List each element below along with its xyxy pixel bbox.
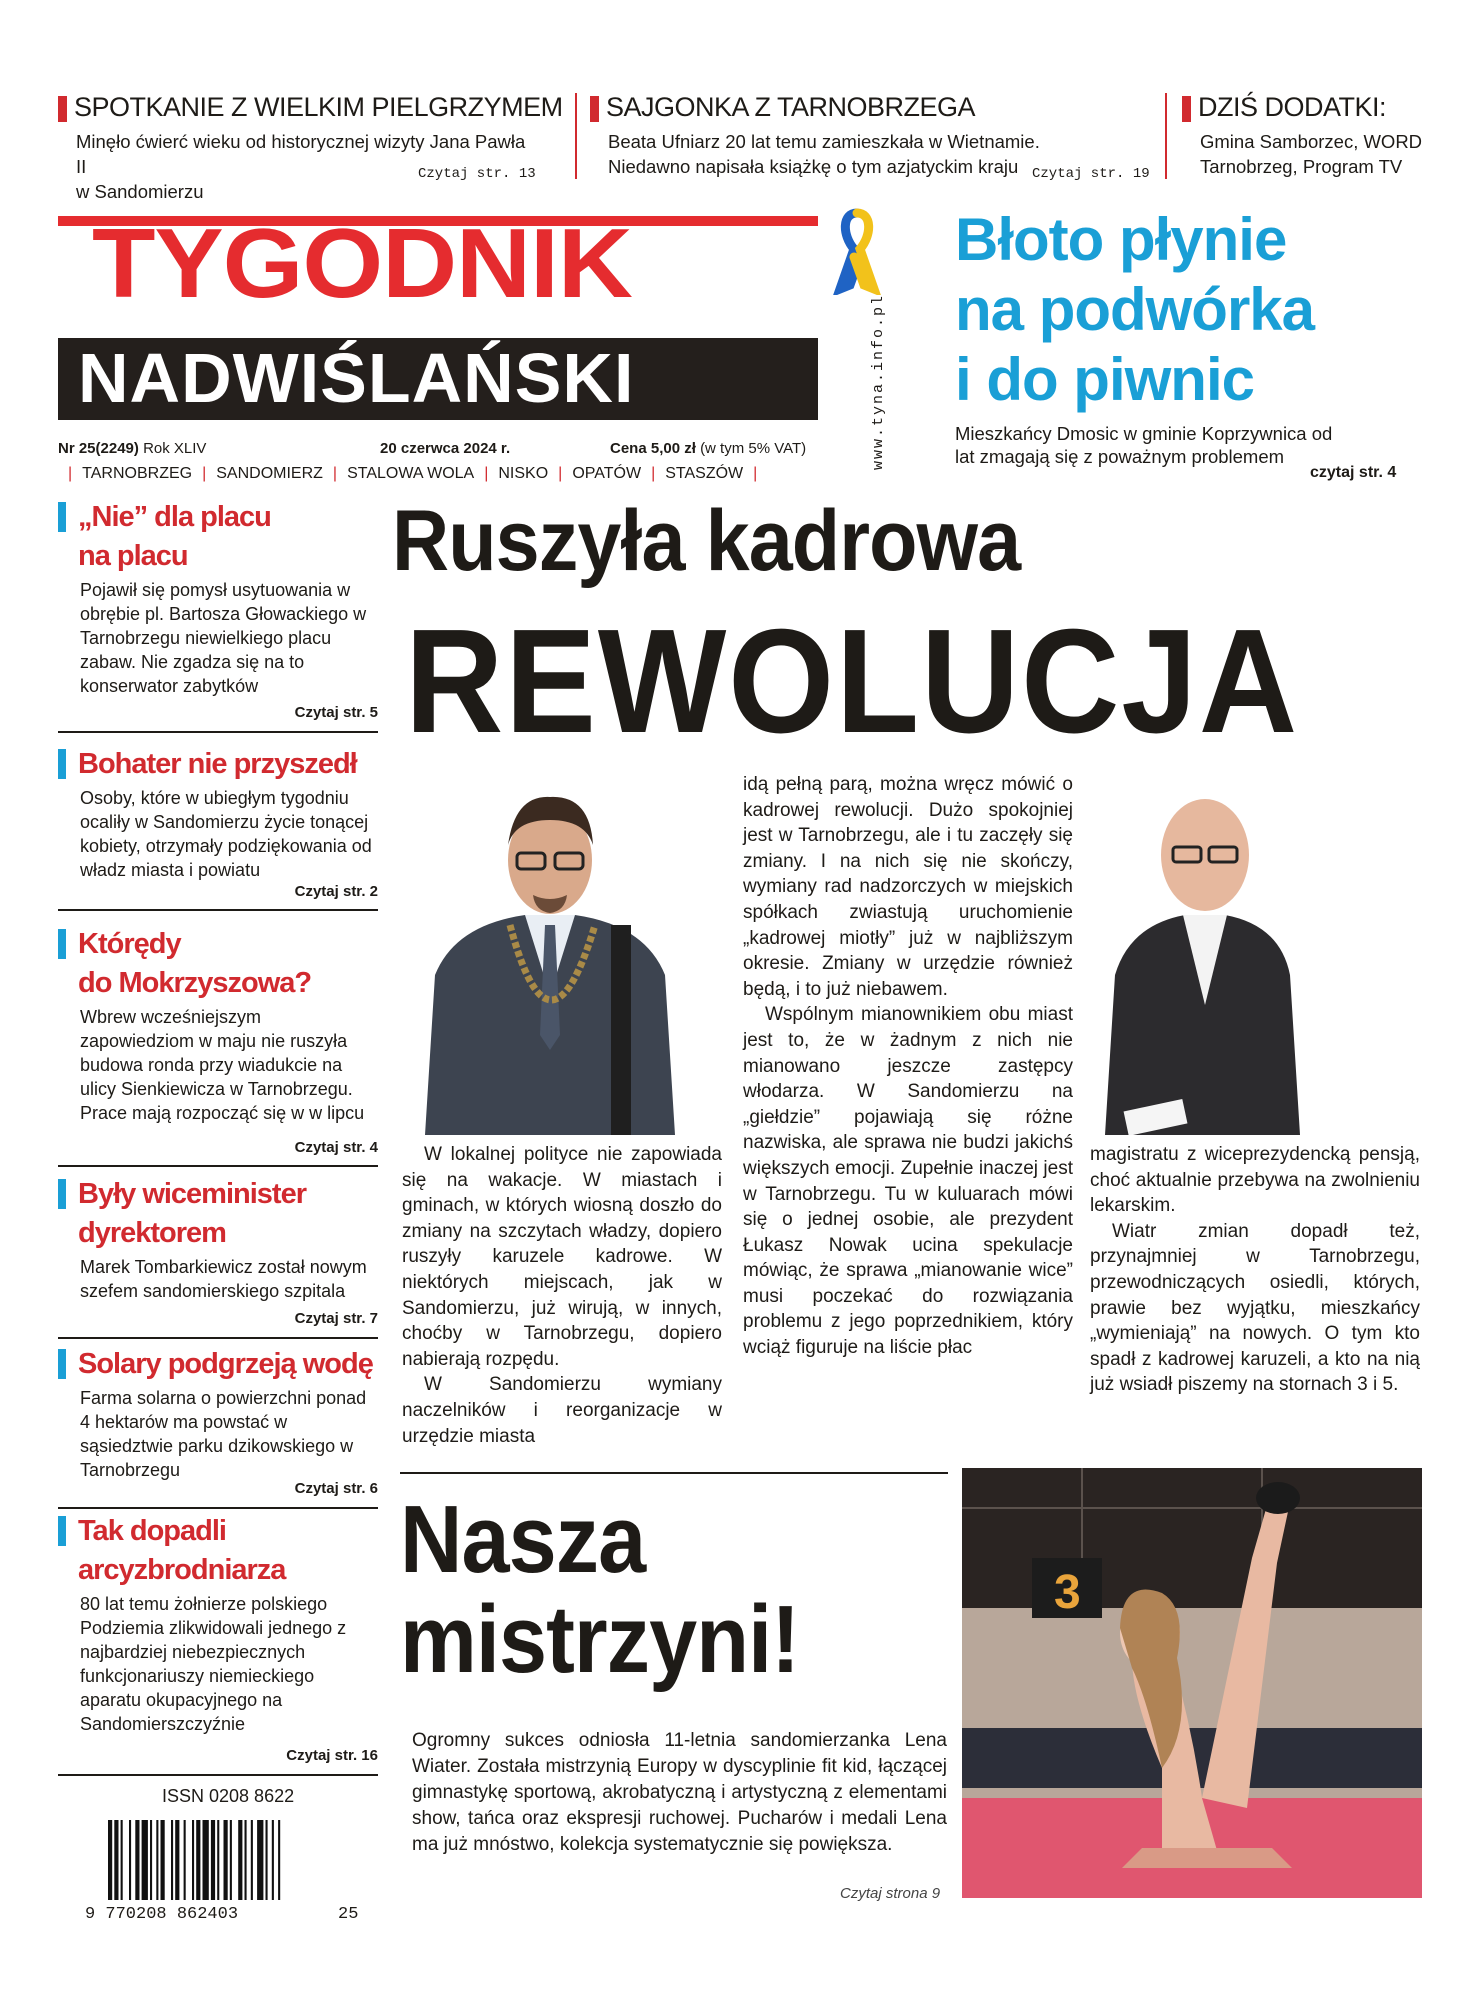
barcode-bar (278, 1820, 280, 1900)
blue-subtitle: Mieszkańcy Dmosic w gminie Koprzywnica od lat zmagają się z poważnym problemem (955, 423, 1333, 467)
divider (575, 93, 577, 179)
sidebar-item[interactable]: „Nie” dla placu na placu Pojawił się pomysł usytuowania w obrębie pl. Bartosza Głowackiego w Tarnobrzegu niewielkiego placu zabaw. Nie zgadza się na to konserwator zabytków Czytaj str. 5 (58, 498, 378, 736)
second-headline[interactable]: Nasza mistrzyni! (400, 1486, 800, 1693)
barcode-bar (238, 1820, 242, 1900)
blue-ref: czytaj str. 4 (1310, 464, 1397, 481)
sidebar-ref: Czytaj str. 16 (286, 1747, 378, 1764)
issn: ISSN 0208 8622 (162, 1786, 295, 1806)
red-marker (1182, 96, 1191, 122)
photo-gymnast (962, 1468, 1422, 1898)
sidebar-ref: Czytaj str. 2 (294, 883, 378, 900)
city-item[interactable]: STALOWA WOLA (347, 465, 475, 482)
sidebar-item[interactable]: Bohater nie przyszedł Osoby, które w ubiegłym tygodniu ocaliły w Sandomierzu życie tonącej kobiety, otrzymały podziękowania od władz miasta i powiatu Czytaj str. 2 (58, 745, 378, 910)
website-url: www.tyna.info.pl (870, 293, 887, 470)
teaser-ref: Czytaj str. 19 (1032, 166, 1150, 182)
sidebar-text: Wbrew wcześniejszym zapowiedziom w maju nie ruszyła budowa ronda przy wiadukcie na ulicy Sienkiewicza w Tarnobrzegu. Prace mają rozpocząć się w w lipcu (80, 1007, 365, 1123)
barcode-bar (211, 1820, 215, 1900)
barcode-bar (135, 1820, 139, 1900)
blue-marker (58, 1349, 66, 1379)
sidebar-ref: Czytaj str. 4 (294, 1139, 378, 1156)
barcode-bar (150, 1820, 152, 1900)
barcode-addon-digits: 25 (338, 1905, 359, 1924)
barcode-digits: 9 770208 862403 (85, 1905, 239, 1924)
sidebar-text: Farma solarna o powierzchni ponad 4 hektarów ma powstać w sąsiedztwie parku dzikowskiego w Tarnobrzegu (80, 1388, 367, 1480)
sidebar-ref: Czytaj str. 7 (294, 1310, 378, 1327)
divider (58, 1774, 378, 1776)
blue-headline[interactable]: Błoto płynie na podwórka i do piwnic (955, 206, 1315, 413)
sidebar-text: Marek Tombarkiewicz został nowym szefem sandomierskiego szpitala (80, 1257, 367, 1301)
divider (58, 1165, 378, 1167)
photo-president (1085, 775, 1315, 1135)
teaser-title: DZIŚ DODATKI: (1198, 92, 1387, 122)
blue-marker (58, 749, 66, 779)
city-item[interactable]: NISKO (498, 465, 549, 482)
article-col-2: idą pełną parą, można wręcz mówić o kadrowej rewolucji. Dużo spokojniej jest w Tarnobrzegu, ale i tu zaczęły się zmiany. I na nich się nie skończy, wymiany rad nadzorczych w miejskich spółkach zwiastują uruchomienie „kadrowej miotły” już w najbliższym okresie. Zmiany w urzędzie również będą, i to już niebawem. Wspólnym mianownikiem obu miast jest to, że w żadnym z nich nie mianowano jeszcze zastępcy włodarza. W Sandomierzu na „giełdzie” pojawiają się różne nazwiska, ale sprawa nie budzi jakichś większych emocji. Zupełnie inaczej jest w Tarnobrzegu. Tu w kuluarach mówi się o jednej osobie, ale prezydent Łukasz Nowak ucina spekulacje mówiąc, że sprawa „mianowanie wice” musi poczekać do rozwiązania problemu z jego poprzednikiem, który wciąż figuruje na liście płac (743, 774, 1073, 1359)
ukraine-ribbon-icon (830, 205, 885, 295)
scoreboard-number: 3 (1054, 1566, 1081, 1619)
teaser-text: w Sandomierzu (76, 181, 204, 202)
teaser-text: Beata Ufniarz 20 lat temu zamieszkała w Wietnamie. (608, 131, 1040, 152)
divider (58, 1337, 378, 1339)
city-item[interactable]: OPATÓW (572, 465, 642, 482)
barcode-bar (257, 1820, 263, 1900)
barcode-bar (192, 1820, 194, 1900)
teaser-text: Minęło ćwierć wieku od historycznej wizyty Jana Pawła II (76, 131, 526, 177)
barcode-bar (161, 1820, 165, 1900)
blue-marker (58, 502, 66, 532)
blue-marker (58, 929, 66, 959)
divider (58, 1507, 378, 1509)
teaser-ref: Czytaj str. 13 (418, 166, 536, 182)
barcode-bar (245, 1820, 247, 1900)
sidebar-item[interactable]: Którędy do Mokrzyszowa? Wbrew wcześniejszym zapowiedziom w maju nie ruszyła budowa ronda przy wiadukcie na ulicy Sienkiewicza w Tarnobrzegu. Prace mają rozpocząć się w w lipcu Czytaj str. 4 (58, 925, 378, 1165)
main-headline[interactable]: Ruszyła kadrowa (392, 493, 1021, 589)
teaser-supplements[interactable] (1182, 92, 1442, 187)
blue-marker (58, 1516, 66, 1546)
barcode-bar (217, 1820, 219, 1900)
sidebar-ref: Czytaj str. 5 (294, 704, 378, 721)
article-col-3: magistratu z wiceprezydencką pensją, choć aktualnie przebywa na zwolnieniu lekarskim. Wiatr zmian dopadł też, przynajmniej w Tarnobrzegu, przewodniczących osiedli, których, prawie bez wyjątku, mieszkańcy „wymieniają” na nowych. O tym kto spadł z kadrowej karuzeli, a kto na nią już wsiadł piszemy na stornach 3 i 5. (1090, 1144, 1420, 1396)
barcode-bar (142, 1820, 148, 1900)
photo-mayor (415, 775, 685, 1135)
article-col-1: W lokalnej polityce nie zapowiada się na wakacje. W miastach i gminach, w których wiosną doszło do zmiany na szczytach władzy, dopiero ruszyły karuzele kadrowe. W niektórych miejscach, jak w Sandomierzu, już wirują, w innych, choćby w Tarnobrzegu, dopiero nabierają rozpędu. W Sandomierzu wymiany naczelników i reorganizacje w urzędzie miasta (402, 1144, 722, 1447)
barcode-bar (114, 1820, 118, 1900)
red-marker (58, 96, 67, 122)
barcode-bar (171, 1820, 173, 1900)
sidebar-text: 80 lat temu żołnierze polskiego Podziemia zlikwidowali jednego z najbardziej niebezpiecznych funkcjonariuszy niemieckiego aparatu okupacyjnego na Sandomierszczyźnie (80, 1594, 347, 1734)
city-item[interactable]: TARNOBRZEG (82, 465, 193, 482)
barcode-bar (196, 1820, 200, 1900)
city-item[interactable]: SANDOMIERZ (216, 465, 323, 482)
city-list: | TARNOBRZEG | SANDOMIERZ | STALOWA WOLA | NISKO | OPATÓW | STASZÓW | (68, 465, 758, 482)
barcode-bar (129, 1820, 131, 1900)
masthead-subtitle: NADWIŚLAŃSKI (78, 339, 635, 417)
divider (400, 1472, 948, 1474)
issue-number: Nr 25(2249) Rok XLIV (58, 440, 207, 457)
teaser-title: SPOTKANIE Z WIELKIM PIELGRZYMEM (74, 92, 563, 122)
issue-date: 20 czerwca 2024 r. (380, 440, 511, 457)
teaser-sajgonka[interactable] (590, 92, 1150, 187)
sidebar-ref: Czytaj str. 6 (294, 1480, 378, 1497)
teaser-title: SAJGONKA Z TARNOBRZEGA (606, 92, 976, 122)
divider (58, 909, 378, 911)
sidebar-text: Pojawił się pomysł usytuowania w obrębie pl. Bartosza Głowackiego w Tarnobrzegu niewielkiego placu zabaw. Nie zgadza się na to konserwator zabytków (80, 580, 367, 696)
barcode (108, 1820, 378, 1905)
teaser-text: Gmina Samborzec, WORD (1200, 131, 1423, 152)
teaser-pilgrim[interactable] (58, 92, 563, 202)
sidebar-text: Osoby, które w ubiegłym tygodniu ocaliły w Sandomierzu życie tonącej kobiety, otrzymały podziękowania od władz miasta i powiatu (80, 788, 372, 880)
sidebar-item[interactable]: Tak dopadli arcyzbrodniarza 80 lat temu żołnierze polskiego Podziemia zlikwidowali jednego z najbardziej niebezpiecznych funkcjonariuszy niemieckiego aparatu okupacyjnego na Sandomierszczyźnie Czytaj str. 16 (58, 1512, 378, 1777)
barcode-bar (251, 1820, 253, 1900)
second-ref: Czytaj strona 9 (840, 1885, 941, 1902)
issue-price: Cena 5,00 zł (w tym 5% VAT) (610, 440, 807, 457)
barcode-bar (156, 1820, 158, 1900)
teaser-text: Tarnobrzeg, Program TV (1200, 156, 1403, 177)
city-item[interactable]: STASZÓW (665, 465, 744, 482)
barcode-bar (272, 1820, 274, 1900)
masthead-title: TYGODNIK (92, 208, 632, 318)
teaser-text: Niedawno napisała książkę o tym azjatyckim kraju (608, 156, 1019, 177)
barcode-bar (230, 1820, 232, 1900)
barcode-bar (266, 1820, 268, 1900)
barcode-bar (175, 1820, 179, 1900)
sidebar-item[interactable]: Solary podgrzeją wodę Farma solarna o powierzchni ponad 4 hektarów ma powstać w sąsiedztwie parku dzikowskiego w Tarnobrzegu Czytaj str. 6 (58, 1345, 378, 1505)
barcode-bar (184, 1820, 186, 1900)
barcode-bar (121, 1820, 123, 1900)
red-marker (590, 96, 599, 122)
blue-marker (58, 1179, 66, 1209)
divider (58, 731, 378, 733)
main-headline-big[interactable]: REWOLUCJA (405, 599, 1300, 764)
barcode-bar (203, 1820, 209, 1900)
second-lead: Ogromny sukces odniosła 11-letnia sandomierzanka Lena Wiater. Została mistrzynią Europy w dyscyplinie fit kid, łączącej gimnastykę sportową, akrobatyczną i artystyczną z elementami show, tańca oraz ekspresji ruchowej. Pucharów i medali Lena ma już mnóstwo, kolekcja systematycznie się powiększa. (412, 1730, 947, 1855)
barcode-bar (224, 1820, 228, 1900)
divider (1165, 93, 1167, 179)
barcode-bar (108, 1820, 112, 1900)
sidebar-item[interactable]: Były wiceminister dyrektorem Marek Tombarkiewicz został nowym szefem sandomierskiego szpitala Czytaj str. 7 (58, 1175, 378, 1335)
